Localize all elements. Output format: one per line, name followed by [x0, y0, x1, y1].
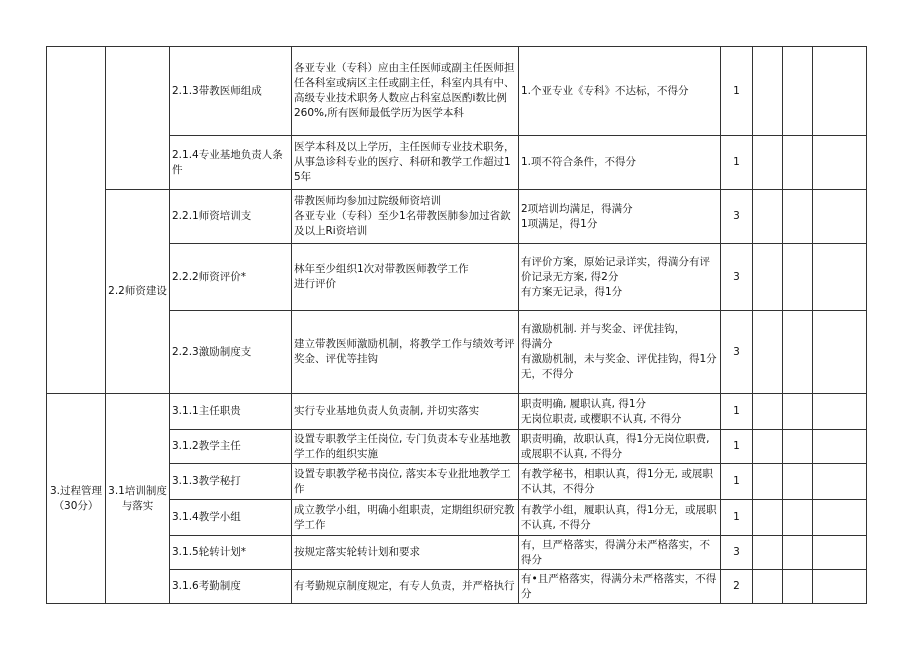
subsection-cell-3-1: 3.1培训制度 与落实	[106, 394, 170, 604]
content-cell: 成立教学小组，明确小组职责，定期组织研究教 学工作	[292, 500, 519, 536]
score-cell: 3	[721, 190, 753, 244]
criteria-cell: 有评价方案，原始记录详实，得満分有评 价记录无方案, 得2分 有方案无记录，得1分	[519, 244, 721, 311]
score-cell: 1	[721, 500, 753, 536]
blank-cell	[813, 394, 867, 430]
item-cell: 3.1.3教学秘打	[170, 464, 292, 500]
criteria-cell: 有•且严格落实，得满分未严格落实，不得分	[519, 570, 721, 604]
criteria-cell: 2项培训均满足，得满分 1项满足，得1分	[519, 190, 721, 244]
blank-cell	[813, 464, 867, 500]
table-row	[47, 244, 867, 311]
content-cell: 医学本科及以上学历，主任医师专业技术职务， 从事急诊科专业的医疗、科研和教学工作超过15年	[292, 136, 519, 190]
score-cell: 3	[721, 536, 753, 570]
content-cell: 有考勤规京制度规定，有专人负责，并严格执行	[292, 570, 519, 604]
blank-cell	[813, 47, 867, 136]
blank-cell	[753, 430, 783, 464]
item-cell: 3.1.6考勤制度	[170, 570, 292, 604]
item-cell: 3.1.5轮转计划*	[170, 536, 292, 570]
table-row	[47, 570, 867, 604]
blank-cell	[813, 244, 867, 311]
blank-cell	[753, 570, 783, 604]
evaluation-table	[46, 46, 867, 604]
blank-cell	[753, 136, 783, 190]
blank-cell	[753, 394, 783, 430]
criteria-cell: 有，旦严格落实，得满分未严格落实，不 得分	[519, 536, 721, 570]
content-cell: 设置专职教学秘书岗位, 落实本专业批地教学工 作	[292, 464, 519, 500]
blank-cell	[813, 500, 867, 536]
blank-cell	[753, 500, 783, 536]
score-cell: 1	[721, 394, 753, 430]
blank-cell	[783, 47, 813, 136]
criteria-cell: 有教学小组，履职认真，得1分无，或展职 不认真, 不得分	[519, 500, 721, 536]
blank-cell	[813, 136, 867, 190]
blank-cell	[783, 570, 813, 604]
content-cell: 林年至少组织1次对带教医师教学工作 进行评价	[292, 244, 519, 311]
criteria-cell: 职责明确, 履职认真, 得1分 无岗位职责, 或樱职不认真, 不得分	[519, 394, 721, 430]
blank-cell	[753, 190, 783, 244]
blank-cell	[783, 394, 813, 430]
blank-cell	[783, 244, 813, 311]
score-cell: 3	[721, 244, 753, 311]
blank-cell	[783, 500, 813, 536]
blank-cell	[813, 536, 867, 570]
content-cell: 设置专职教学主任岗位, 专门负责本专业基地教 学工作的组织实施	[292, 430, 519, 464]
table-row	[47, 500, 867, 536]
table-row	[47, 311, 867, 394]
blank-cell	[753, 464, 783, 500]
blank-cell	[753, 47, 783, 136]
item-cell: 2.2.1师资培训支	[170, 190, 292, 244]
blank-cell	[753, 311, 783, 394]
table-row	[47, 136, 867, 190]
criteria-cell: 有激励机制. 并与奖金、评优挂钩， 得满分 有激励机制，未与奖金、评优挂钩，得1分 无，不得分	[519, 311, 721, 394]
item-cell: 2.2.3激励制度支	[170, 311, 292, 394]
subsection-cell-2-2: 2.2师资建设	[106, 190, 170, 394]
blank-cell	[783, 430, 813, 464]
item-cell: 3.1.4教学小组	[170, 500, 292, 536]
content-cell: 按规定落实轮转计划和要求	[292, 536, 519, 570]
blank-cell	[783, 464, 813, 500]
blank-cell	[813, 190, 867, 244]
blank-cell	[753, 536, 783, 570]
criteria-cell: 1.项不符合条件，不得分	[519, 136, 721, 190]
criteria-cell: 职责明确，故职认真，得1分无岗位职费, 或展职不认真, 不得分	[519, 430, 721, 464]
subsection-cell	[106, 47, 170, 190]
section-cell-3: 3.过程管理 （30分）	[47, 394, 106, 604]
content-cell: 实行专业基地负责人负责制, 并切实落实	[292, 394, 519, 430]
item-cell: 2.1.4专业基地负责人条件	[170, 136, 292, 190]
score-cell: 1	[721, 430, 753, 464]
content-cell: 带教医师均参加过院级师资培训 各亚专业（专科）至少1名带教医肺参加过省欽 及以上Ri资培训	[292, 190, 519, 244]
item-cell: 2.2.2师资评价*	[170, 244, 292, 311]
blank-cell	[783, 311, 813, 394]
score-cell: 1	[721, 47, 753, 136]
table-row	[47, 430, 867, 464]
blank-cell	[813, 311, 867, 394]
score-cell: 3	[721, 311, 753, 394]
blank-cell	[783, 536, 813, 570]
item-cell: 2.1.3带教医师组成	[170, 47, 292, 136]
section-cell	[47, 47, 106, 394]
table-row	[47, 47, 867, 136]
criteria-cell: 有教学秘书，相职认真，得1分无, 或展职 不认其，不得分	[519, 464, 721, 500]
criteria-cell: 1.个亚专业《专科》不达标，不得分	[519, 47, 721, 136]
blank-cell	[783, 190, 813, 244]
content-cell: 建立带教医师激励机制，将教学工作与绩效考评 奖金、评优等挂钩	[292, 311, 519, 394]
blank-cell	[753, 244, 783, 311]
score-cell: 2	[721, 570, 753, 604]
item-cell: 3.1.2教学主任	[170, 430, 292, 464]
blank-cell	[783, 136, 813, 190]
item-cell: 3.1.1主任职贵	[170, 394, 292, 430]
table-row	[47, 190, 867, 244]
table-row	[47, 536, 867, 570]
content-cell: 各亚专业（专科）应由主任医师或副主任医师担 任各科室或病区主任或副主任，科室内具有中、 高级专业技术职务人数应占科室总医酌i数比例 260%,所有医师最低学历为医学本科	[292, 47, 519, 136]
blank-cell	[813, 570, 867, 604]
score-cell: 1	[721, 464, 753, 500]
table-row	[47, 464, 867, 500]
blank-cell	[813, 430, 867, 464]
score-cell: 1	[721, 136, 753, 190]
table-row	[47, 394, 867, 430]
